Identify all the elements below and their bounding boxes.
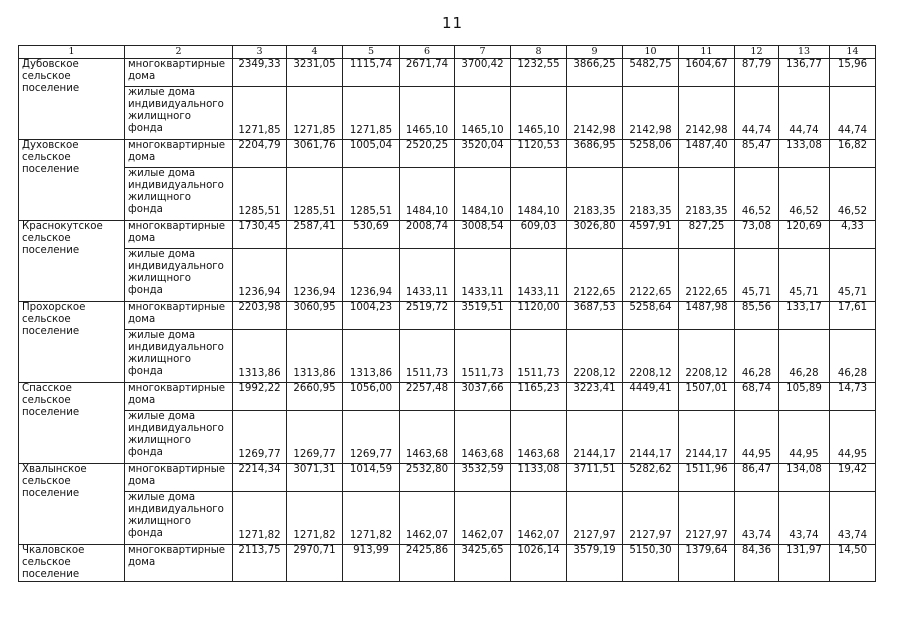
housing-type: жилые дома индивидуального жилищного фонда [125, 411, 233, 464]
value-cell: 1487,98 [679, 302, 735, 330]
table-row [19, 59, 876, 87]
value-cell: 2660,95 [287, 383, 343, 411]
value-cell: 1511,73 [455, 330, 511, 383]
housing-type: жилые дома индивидуального жилищного фонда [125, 330, 233, 383]
value-cell: 1271,85 [343, 87, 400, 140]
value-cell: 1487,40 [679, 140, 735, 168]
value-cell: 1511,73 [511, 330, 567, 383]
value-cell: 2127,97 [567, 492, 623, 545]
value-cell: 2208,12 [623, 330, 679, 383]
housing-type: многоквартирные дома [125, 383, 233, 411]
value-cell: 2122,65 [623, 249, 679, 302]
value-cell: 15,96 [830, 59, 876, 87]
value-cell: 2349,33 [233, 59, 287, 87]
table-row [19, 140, 876, 168]
value-cell: 17,61 [830, 302, 876, 330]
column-number: 8 [511, 46, 567, 59]
value-cell: 1462,07 [400, 492, 455, 545]
value-cell: 14,73 [830, 383, 876, 411]
value-cell: 1379,64 [679, 545, 735, 582]
value-cell: 120,69 [779, 221, 830, 249]
value-cell: 3532,59 [455, 464, 511, 492]
value-cell: 43,74 [735, 492, 779, 545]
value-cell: 2144,17 [567, 411, 623, 464]
value-cell: 5258,06 [623, 140, 679, 168]
column-number: 4 [287, 46, 343, 59]
value-cell: 4449,41 [623, 383, 679, 411]
column-number: 13 [779, 46, 830, 59]
value-cell: 2144,17 [623, 411, 679, 464]
value-cell: 1269,77 [233, 411, 287, 464]
table-row [19, 383, 876, 411]
value-cell: 1271,82 [233, 492, 287, 545]
value-cell: 2183,35 [679, 168, 735, 221]
value-cell: 2142,98 [567, 87, 623, 140]
housing-type: многоквартирные дома [125, 545, 233, 582]
value-cell: 1484,10 [455, 168, 511, 221]
value-cell: 1115,74 [343, 59, 400, 87]
settlement-name: Дубовское сельское поселение [19, 59, 125, 140]
value-cell: 2519,72 [400, 302, 455, 330]
value-cell: 1462,07 [455, 492, 511, 545]
value-cell: 43,74 [830, 492, 876, 545]
value-cell: 3687,53 [567, 302, 623, 330]
value-cell: 1433,11 [455, 249, 511, 302]
table-row [19, 249, 876, 302]
value-cell: 68,74 [735, 383, 779, 411]
value-cell: 2970,71 [287, 545, 343, 582]
value-cell: 2208,12 [567, 330, 623, 383]
value-cell: 1992,22 [233, 383, 287, 411]
value-cell: 913,99 [343, 545, 400, 582]
value-cell: 1313,86 [343, 330, 400, 383]
column-number: 3 [233, 46, 287, 59]
value-cell: 5258,64 [623, 302, 679, 330]
value-cell: 3060,95 [287, 302, 343, 330]
value-cell: 1465,10 [511, 87, 567, 140]
table-row [19, 221, 876, 249]
settlement-name: Чкаловское сельское поселение [19, 545, 125, 582]
value-cell: 2127,97 [623, 492, 679, 545]
table-row [19, 302, 876, 330]
value-cell: 45,71 [830, 249, 876, 302]
value-cell: 3520,04 [455, 140, 511, 168]
page-number: 11 [441, 14, 464, 32]
value-cell: 3026,80 [567, 221, 623, 249]
value-cell: 2122,65 [679, 249, 735, 302]
value-cell: 3037,66 [455, 383, 511, 411]
value-cell: 2208,12 [679, 330, 735, 383]
value-cell: 1463,68 [400, 411, 455, 464]
table-row [19, 545, 876, 582]
value-cell: 3519,51 [455, 302, 511, 330]
settlement-name: Спасское сельское поселение [19, 383, 125, 464]
value-cell: 3223,41 [567, 383, 623, 411]
column-number: 11 [679, 46, 735, 59]
value-cell: 84,36 [735, 545, 779, 582]
value-cell: 1236,94 [343, 249, 400, 302]
column-number: 6 [400, 46, 455, 59]
value-cell: 1463,68 [455, 411, 511, 464]
value-cell: 133,17 [779, 302, 830, 330]
value-cell: 1005,04 [343, 140, 400, 168]
value-cell: 1313,86 [233, 330, 287, 383]
value-cell: 1484,10 [400, 168, 455, 221]
value-cell: 46,28 [779, 330, 830, 383]
value-cell: 2425,86 [400, 545, 455, 582]
value-cell: 1271,82 [343, 492, 400, 545]
column-number: 5 [343, 46, 400, 59]
value-cell: 85,56 [735, 302, 779, 330]
value-cell: 3231,05 [287, 59, 343, 87]
housing-type: многоквартирные дома [125, 302, 233, 330]
value-cell: 1271,85 [233, 87, 287, 140]
value-cell: 1271,82 [287, 492, 343, 545]
value-cell: 2671,74 [400, 59, 455, 87]
value-cell: 44,74 [779, 87, 830, 140]
value-cell: 133,08 [779, 140, 830, 168]
value-cell: 2142,98 [679, 87, 735, 140]
value-cell: 4,33 [830, 221, 876, 249]
value-cell: 131,97 [779, 545, 830, 582]
value-cell: 86,47 [735, 464, 779, 492]
value-cell: 16,82 [830, 140, 876, 168]
value-cell: 1026,14 [511, 545, 567, 582]
value-cell: 5150,30 [623, 545, 679, 582]
value-cell: 1465,10 [455, 87, 511, 140]
value-cell: 1433,11 [400, 249, 455, 302]
value-cell: 1232,55 [511, 59, 567, 87]
column-number: 14 [830, 46, 876, 59]
value-cell: 2214,34 [233, 464, 287, 492]
value-cell: 1056,00 [343, 383, 400, 411]
value-cell: 1730,45 [233, 221, 287, 249]
value-cell: 45,71 [779, 249, 830, 302]
tariff-table [18, 45, 876, 582]
value-cell: 73,08 [735, 221, 779, 249]
table-row [19, 464, 876, 492]
value-cell: 2183,35 [623, 168, 679, 221]
value-cell: 3579,19 [567, 545, 623, 582]
value-cell: 3700,42 [455, 59, 511, 87]
value-cell: 5482,75 [623, 59, 679, 87]
value-cell: 85,47 [735, 140, 779, 168]
value-cell: 1271,85 [287, 87, 343, 140]
value-cell: 19,42 [830, 464, 876, 492]
column-number: 10 [623, 46, 679, 59]
value-cell: 2113,75 [233, 545, 287, 582]
value-cell: 1465,10 [400, 87, 455, 140]
value-cell: 46,28 [830, 330, 876, 383]
housing-type: жилые дома индивидуального жилищного фонда [125, 168, 233, 221]
value-cell: 1462,07 [511, 492, 567, 545]
value-cell: 1285,51 [233, 168, 287, 221]
value-cell: 2532,80 [400, 464, 455, 492]
value-cell: 1269,77 [287, 411, 343, 464]
value-cell: 3686,95 [567, 140, 623, 168]
value-cell: 1511,73 [400, 330, 455, 383]
value-cell: 44,95 [779, 411, 830, 464]
value-cell: 5282,62 [623, 464, 679, 492]
value-cell: 3071,31 [287, 464, 343, 492]
settlement-name: Краснокутское сельское поселение [19, 221, 125, 302]
value-cell: 2203,98 [233, 302, 287, 330]
value-cell: 44,95 [735, 411, 779, 464]
value-cell: 827,25 [679, 221, 735, 249]
column-number: 7 [455, 46, 511, 59]
value-cell: 1165,23 [511, 383, 567, 411]
value-cell: 44,74 [735, 87, 779, 140]
value-cell: 87,79 [735, 59, 779, 87]
housing-type: многоквартирные дома [125, 140, 233, 168]
housing-type: многоквартирные дома [125, 464, 233, 492]
value-cell: 1511,96 [679, 464, 735, 492]
value-cell: 46,52 [779, 168, 830, 221]
value-cell: 2144,17 [679, 411, 735, 464]
housing-type: жилые дома индивидуального жилищного фонда [125, 249, 233, 302]
value-cell: 1285,51 [287, 168, 343, 221]
value-cell: 2587,41 [287, 221, 343, 249]
value-cell: 2122,65 [567, 249, 623, 302]
value-cell: 3866,25 [567, 59, 623, 87]
value-cell: 1484,10 [511, 168, 567, 221]
settlement-name: Хвалынское сельское поселение [19, 464, 125, 545]
table-row [19, 411, 876, 464]
table-row [19, 87, 876, 140]
housing-type: многоквартирные дома [125, 221, 233, 249]
value-cell: 1313,86 [287, 330, 343, 383]
value-cell: 1014,59 [343, 464, 400, 492]
column-number: 9 [567, 46, 623, 59]
value-cell: 4597,91 [623, 221, 679, 249]
value-cell: 2008,74 [400, 221, 455, 249]
housing-type: жилые дома индивидуального жилищного фонда [125, 492, 233, 545]
value-cell: 134,08 [779, 464, 830, 492]
column-number: 1 [19, 46, 125, 59]
value-cell: 45,71 [735, 249, 779, 302]
settlement-name: Прохорское сельское поселение [19, 302, 125, 383]
value-cell: 1463,68 [511, 411, 567, 464]
value-cell: 609,03 [511, 221, 567, 249]
value-cell: 2520,25 [400, 140, 455, 168]
value-cell: 3711,51 [567, 464, 623, 492]
value-cell: 1433,11 [511, 249, 567, 302]
value-cell: 1269,77 [343, 411, 400, 464]
value-cell: 2127,97 [679, 492, 735, 545]
value-cell: 3425,65 [455, 545, 511, 582]
value-cell: 1120,00 [511, 302, 567, 330]
value-cell: 1236,94 [233, 249, 287, 302]
value-cell: 14,50 [830, 545, 876, 582]
housing-type: жилые дома индивидуального жилищного фонда [125, 87, 233, 140]
value-cell: 3008,54 [455, 221, 511, 249]
value-cell: 2204,79 [233, 140, 287, 168]
value-cell: 1133,08 [511, 464, 567, 492]
value-cell: 44,74 [830, 87, 876, 140]
value-cell: 2257,48 [400, 383, 455, 411]
column-number-row [19, 46, 876, 59]
value-cell: 3061,76 [287, 140, 343, 168]
value-cell: 2142,98 [623, 87, 679, 140]
value-cell: 46,28 [735, 330, 779, 383]
value-cell: 1285,51 [343, 168, 400, 221]
value-cell: 1120,53 [511, 140, 567, 168]
value-cell: 44,95 [830, 411, 876, 464]
table-row [19, 168, 876, 221]
value-cell: 46,52 [735, 168, 779, 221]
value-cell: 1507,01 [679, 383, 735, 411]
value-cell: 136,77 [779, 59, 830, 87]
table-row [19, 492, 876, 545]
value-cell: 1604,67 [679, 59, 735, 87]
table-row [19, 330, 876, 383]
value-cell: 105,89 [779, 383, 830, 411]
value-cell: 43,74 [779, 492, 830, 545]
value-cell: 1004,23 [343, 302, 400, 330]
settlement-name: Духовское сельское поселение [19, 140, 125, 221]
column-number: 12 [735, 46, 779, 59]
housing-type: многоквартирные дома [125, 59, 233, 87]
value-cell: 2183,35 [567, 168, 623, 221]
value-cell: 46,52 [830, 168, 876, 221]
column-number: 2 [125, 46, 233, 59]
value-cell: 1236,94 [287, 249, 343, 302]
value-cell: 530,69 [343, 221, 400, 249]
